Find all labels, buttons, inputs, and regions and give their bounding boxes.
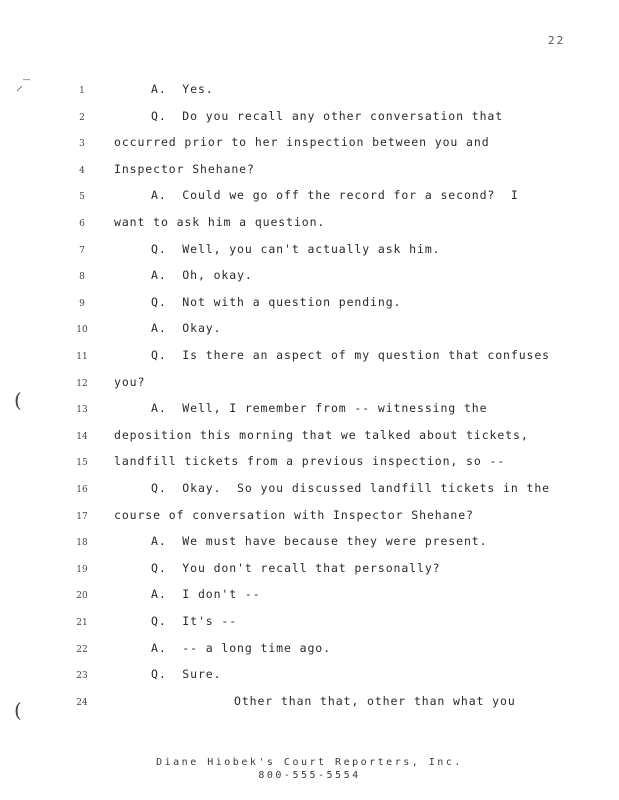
- transcript-line: [0, 428, 619, 448]
- transcript-line: [0, 109, 619, 129]
- transcript-line: [0, 614, 619, 634]
- transcript-line: [0, 215, 619, 235]
- line-text: A. We must have because they were present.: [151, 534, 488, 549]
- line-text: A. -- a long time ago.: [151, 640, 331, 655]
- line-text: want to ask him a question.: [114, 215, 326, 229]
- line-number: 4: [79, 165, 85, 176]
- line-text: A. Oh, okay.: [151, 268, 253, 283]
- line-number: 7: [79, 245, 85, 256]
- line-text: occurred prior to her inspection between you and: [114, 135, 490, 150]
- line-text: you?: [114, 374, 146, 389]
- line-number: 9: [79, 298, 85, 309]
- transcript-line: [0, 561, 619, 581]
- line-number: 1: [79, 86, 85, 96]
- transcript-line: [0, 401, 619, 421]
- transcript-line: [0, 135, 619, 155]
- line-text: deposition this morning that we talked about tickets,: [114, 427, 529, 442]
- transcript-line: [0, 694, 619, 714]
- transcript-line: [0, 321, 619, 341]
- transcript-line: [0, 481, 619, 501]
- transcript-line: [0, 667, 619, 687]
- transcript-line: [0, 641, 619, 661]
- transcript-line: [0, 534, 619, 554]
- line-number: 16: [76, 485, 88, 495]
- transcript-line: [0, 508, 619, 528]
- line-number: 15: [76, 458, 88, 469]
- line-number: 23: [76, 671, 88, 682]
- line-text: landfill tickets from a previous inspection, so --: [114, 454, 506, 469]
- line-text: Q. Sure.: [151, 667, 222, 682]
- transcript-line: [0, 348, 619, 368]
- transcript-line: [0, 587, 619, 607]
- line-number: 2: [79, 112, 85, 123]
- line-number: 19: [76, 564, 88, 575]
- transcript-line: [0, 82, 619, 102]
- transcript-line: [0, 162, 619, 182]
- page-number: 22: [548, 34, 566, 47]
- footer-phone: 800-555-5554: [258, 770, 361, 781]
- line-number: 17: [76, 511, 88, 522]
- line-text: Q. Do you recall any other conversation that: [151, 108, 504, 123]
- transcript-line: [0, 268, 619, 288]
- transcript-line: [0, 188, 619, 208]
- transcript-line: [0, 375, 619, 395]
- margin-mark: ⸝‾: [16, 78, 30, 94]
- margin-bracket-mark: (: [14, 388, 22, 412]
- line-text: Q. It's --: [151, 614, 238, 628]
- line-number: 11: [76, 352, 88, 362]
- line-text: Q. Okay. So you discussed landfill tickets in the: [151, 481, 551, 495]
- line-text: A. Yes.: [151, 82, 214, 96]
- line-number: 20: [76, 591, 88, 602]
- line-text: Inspector Shehane?: [114, 161, 255, 176]
- transcript-line: [0, 295, 619, 315]
- line-number: 8: [79, 272, 85, 283]
- line-number: 21: [76, 618, 88, 628]
- line-text: Q. You don't recall that personally?: [151, 560, 441, 575]
- line-text: course of conversation with Inspector Shehane?: [114, 507, 474, 522]
- line-text: A. Well, I remember from -- witnessing the: [151, 401, 488, 416]
- transcript-line: [0, 242, 619, 262]
- footer-company: Diane Hiobek's Court Reporters, Inc.: [156, 757, 463, 768]
- margin-bracket-mark: (: [14, 698, 22, 722]
- line-text: Q. Well, you can't actually ask him.: [151, 241, 441, 256]
- line-number: 24: [76, 697, 88, 708]
- line-number: 12: [76, 378, 88, 389]
- line-text: Other than that, other than what you: [234, 693, 516, 708]
- transcript-line: [0, 454, 619, 474]
- line-number: 22: [76, 644, 88, 655]
- line-text: A. Could we go off the record for a second? I: [151, 188, 519, 203]
- line-number: 10: [76, 325, 88, 336]
- line-number: 5: [79, 192, 85, 203]
- line-number: 3: [79, 139, 85, 150]
- line-text: Q. Is there an aspect of my question that confuses: [151, 348, 551, 362]
- line-text: A. I don't --: [151, 587, 261, 602]
- line-text: A. Okay.: [151, 321, 222, 336]
- line-text: Q. Not with a question pending.: [151, 294, 402, 309]
- line-number: 14: [76, 431, 88, 442]
- line-number: 6: [79, 219, 85, 229]
- line-number: 13: [76, 405, 88, 416]
- line-number: 18: [76, 538, 88, 549]
